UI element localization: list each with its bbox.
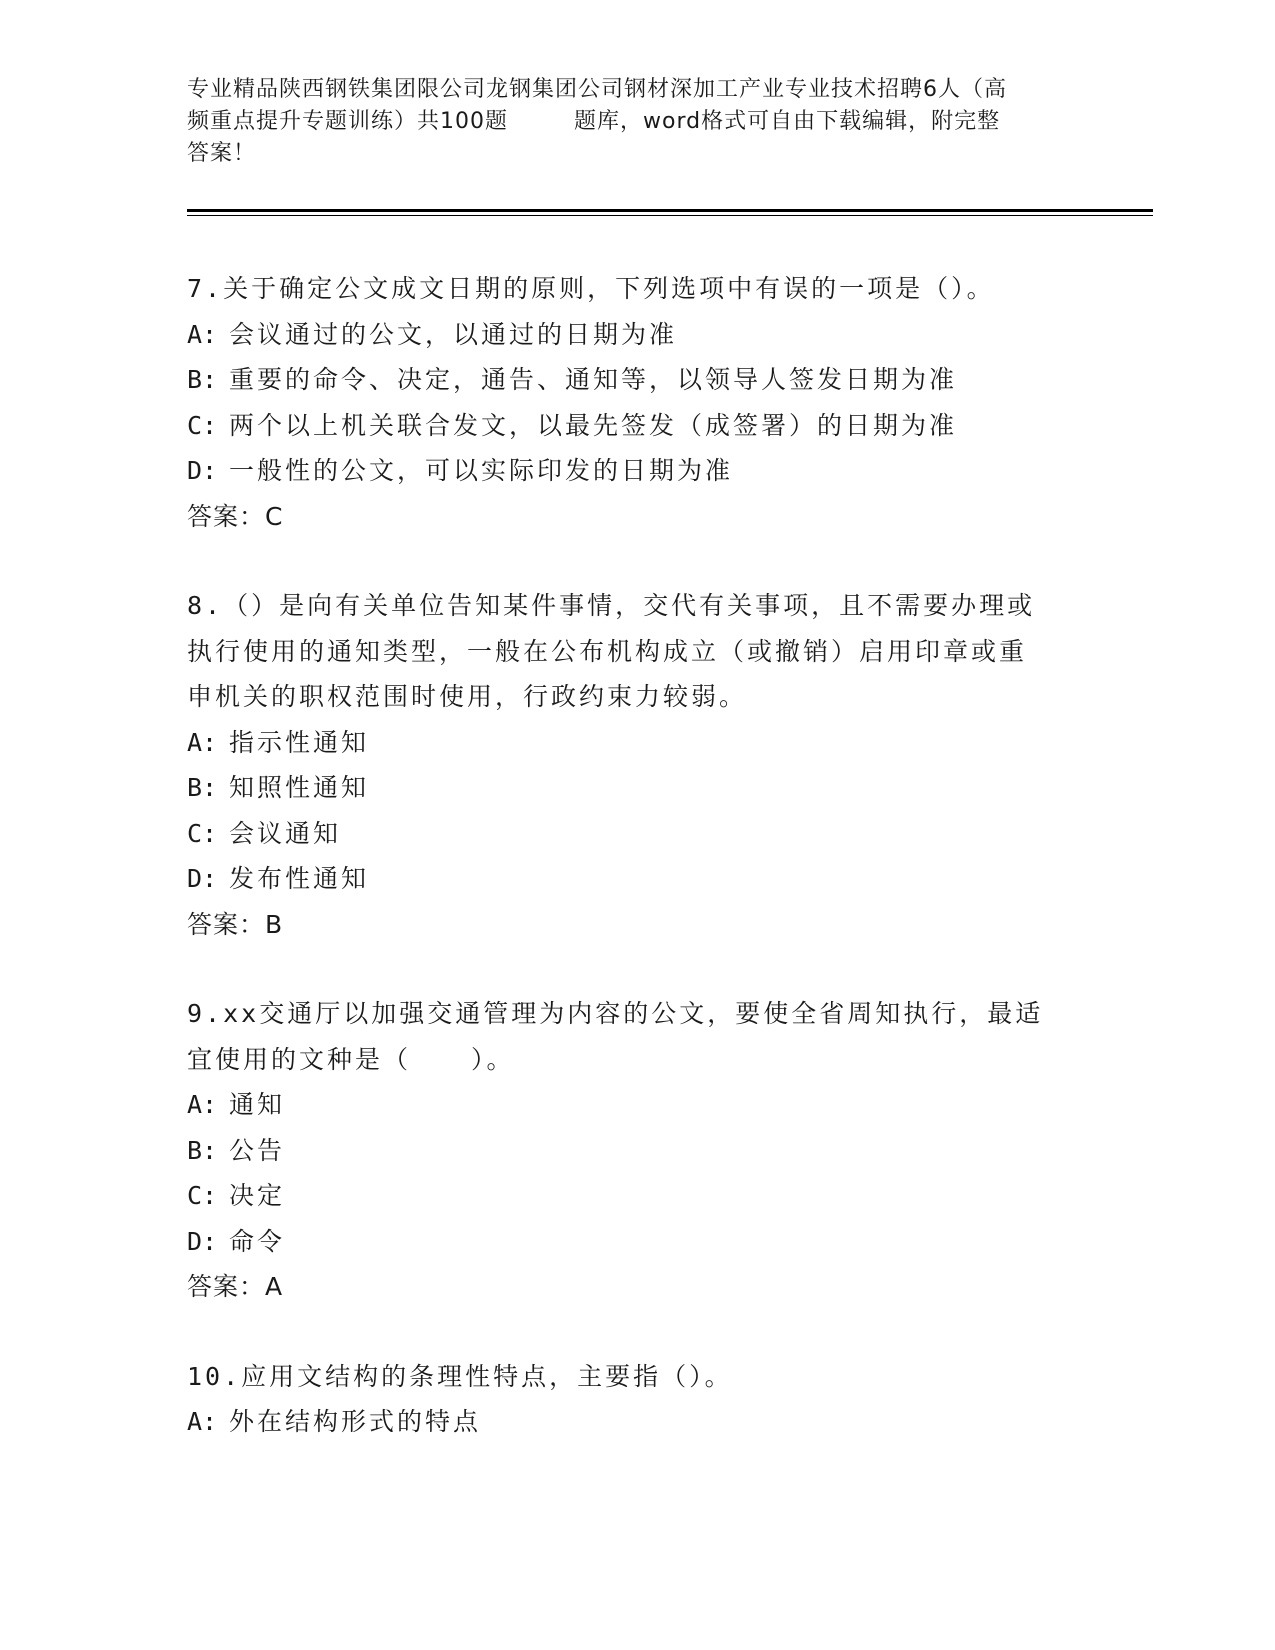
option-d xyxy=(187,1219,1067,1265)
option-letter: D: xyxy=(187,1226,218,1256)
question-stem-line-2: 执行使用的通知类型，一般在公布机构成立（或撤销）启用印章或重 xyxy=(187,636,1028,666)
question-9 xyxy=(187,991,1067,1310)
option-a xyxy=(187,1399,1067,1445)
option-letter: C: xyxy=(187,1181,218,1210)
option-text: 公告 xyxy=(229,1135,286,1165)
option-text: 决定 xyxy=(229,1181,286,1210)
option-text: 两个以上机关联合发文，以最先签发（成签署）的日期为准 xyxy=(229,410,958,440)
option-c xyxy=(187,1173,1067,1219)
option-letter: A: xyxy=(187,1407,218,1436)
header-line-2-part-2: 题库，word格式可自由下载编辑，附完整 xyxy=(574,109,1001,134)
option-text: 通知 xyxy=(229,1090,286,1119)
stem-tail-before: 宜使用的文种是（ xyxy=(187,1044,412,1074)
option-text: 发布性通知 xyxy=(229,864,370,893)
option-text: 知照性通知 xyxy=(229,773,370,802)
question-stem: 7.关于确定公文成文日期的原则，下列选项中有误的一项是（）。 xyxy=(187,274,995,303)
header-rule-thick xyxy=(187,209,1153,212)
option-text: 命令 xyxy=(229,1226,286,1256)
option-a xyxy=(187,720,1067,766)
option-c xyxy=(187,403,1067,449)
option-text: 一般性的公文，可以实际印发的日期为准 xyxy=(229,456,734,485)
option-c xyxy=(187,811,1067,857)
document-header xyxy=(187,74,1087,170)
question-stem-line-1: 9.xx交通厅以加强交通管理为内容的公文，要使全省周知执行，最适 xyxy=(187,999,1044,1028)
question-stem-line-3: 申机关的职权范围时使用，行政约束力较弱。 xyxy=(187,682,748,711)
option-letter: B: xyxy=(187,365,218,394)
header-rule-thin xyxy=(187,215,1153,216)
question-list xyxy=(187,266,1067,1489)
option-letter: B: xyxy=(187,1135,218,1165)
stem-tail-after: ）。 xyxy=(471,1044,515,1074)
question-stem: 10.应用文结构的条理性特点，主要指（）。 xyxy=(187,1361,733,1391)
question-stem-line-1: 8.（）是向有关单位告知某件事情，交代有关事项，且不需要办理或 xyxy=(187,591,1036,620)
header-line-2-part-1: 频重点提升专题训练）共100题 xyxy=(187,109,508,134)
option-d xyxy=(187,448,1067,494)
option-text: 重要的命令、决定，通告、通知等，以领导人签发日期为准 xyxy=(229,365,958,394)
option-d xyxy=(187,856,1067,902)
answer: 答案：A xyxy=(187,1272,284,1301)
option-a xyxy=(187,1082,1067,1128)
question-10 xyxy=(187,1354,1067,1445)
option-letter: A: xyxy=(187,727,218,757)
option-a xyxy=(187,312,1067,358)
option-letter: B: xyxy=(187,773,218,802)
option-b xyxy=(187,765,1067,811)
option-letter: A: xyxy=(187,319,218,349)
header-line-2 xyxy=(187,106,1087,138)
question-stem-line-2 xyxy=(187,1037,1067,1083)
option-text: 会议通过的公文，以通过的日期为准 xyxy=(229,319,678,349)
option-letter: C: xyxy=(187,818,218,848)
answer: 答案：B xyxy=(187,909,284,939)
option-text: 指示性通知 xyxy=(229,727,370,757)
header-line-3: 答案！ xyxy=(187,141,257,166)
option-text: 外在结构形式的特点 xyxy=(229,1407,482,1436)
option-text: 会议通知 xyxy=(229,818,342,848)
option-b xyxy=(187,1128,1067,1174)
question-7 xyxy=(187,266,1067,539)
option-letter: C: xyxy=(187,410,218,440)
option-letter: D: xyxy=(187,456,218,485)
option-b xyxy=(187,357,1067,403)
answer: 答案：C xyxy=(187,501,284,531)
header-line-1: 专业精品陕西钢铁集团限公司龙钢集团公司钢材深加工产业专业技术招聘6人（高 xyxy=(187,77,1007,102)
question-8 xyxy=(187,583,1067,947)
option-letter: D: xyxy=(187,864,218,893)
option-letter: A: xyxy=(187,1090,218,1119)
